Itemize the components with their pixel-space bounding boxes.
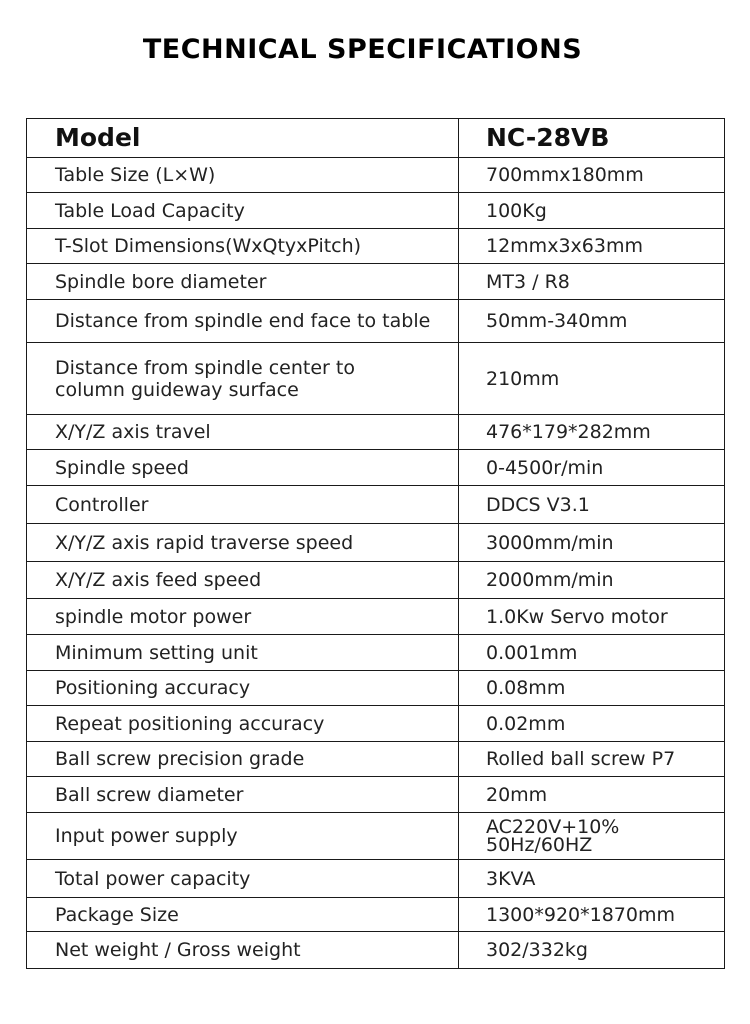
table-row [27,193,725,229]
table-row [27,264,725,300]
table-row [27,343,725,415]
spec-label-line: Ball screw diameter [55,783,244,806]
spec-label-line: X/Y/Z axis travel [55,421,211,443]
header-label: Model [27,119,459,158]
spec-label [27,932,459,969]
spec-label-line: column guideway surface [55,378,299,401]
spec-label-line: X/Y/Z axis feed speed [55,569,262,591]
spec-value [459,599,725,635]
spec-label [27,706,459,742]
table-row [27,898,725,932]
spec-value-line: 20mm [486,783,548,806]
spec-value-line: DDCS V3.1 [486,493,590,516]
spec-label [27,562,459,599]
spec-label-line: Table Size (L×W) [55,164,216,186]
spec-value-line: 210mm [486,367,560,390]
spec-value [459,777,725,813]
spec-value-line: 3KVA [486,867,536,890]
spec-label-line: Table Load Capacity [55,199,245,222]
spec-value-line: MT3 / R8 [486,270,570,293]
spec-label-line: Package Size [55,903,179,926]
spec-label [27,599,459,635]
spec-label-line: Distance from spindle end face to table [55,310,431,332]
spec-value [459,860,725,898]
spec-value [459,343,725,415]
table-row [27,415,725,450]
spec-label-line: Distance from spindle center to [55,356,355,379]
spec-label [27,860,459,898]
spec-label-line: X/Y/Z axis rapid traverse speed [55,531,354,554]
spec-value [459,486,725,524]
spec-value-line: 0.08mm [486,677,566,699]
spec-label [27,635,459,671]
spec-value-line: 50mm-340mm [486,310,628,332]
table-row [27,813,725,860]
spec-label-line: Positioning accuracy [55,677,251,699]
spec-value-line: 302/332kg [486,939,588,961]
spec-label [27,777,459,813]
spec-label-line: Ball screw precision grade [55,748,305,770]
table-row [27,599,725,635]
spec-value [459,229,725,264]
spec-label [27,742,459,777]
spec-value [459,524,725,562]
page-title: TECHNICAL SPECIFICATIONS [142,34,583,65]
spec-value-line: 2000mm/min [486,569,614,591]
spec-value-line: Rolled ball screw P7 [486,748,676,770]
table-row [27,671,725,706]
spec-label [27,898,459,932]
spec-label-line: Controller [55,493,149,516]
header-value: NC-28VB [459,119,725,158]
spec-value-line: 50Hz/60HZ [486,834,593,856]
table-row [27,486,725,524]
spec-label [27,450,459,486]
spec-value [459,450,725,486]
spec-label [27,343,459,415]
spec-value [459,706,725,742]
table-row [27,229,725,264]
spec-value-line: 1300*920*1870mm [486,903,675,926]
spec-value-line: 100Kg [486,199,547,222]
spec-value-line: 700mmx180mm [486,164,644,186]
spec-value-line: AC220V+10% [486,816,620,838]
spec-label [27,524,459,562]
spec-value-line: 12mmx3x63mm [486,235,643,257]
spec-label [27,158,459,193]
spec-label-line: Spindle bore diameter [55,270,267,293]
spec-value-line: 476*179*282mm [486,421,651,443]
table-row [27,635,725,671]
spec-value-line: 0.001mm [486,641,578,664]
table-row [27,562,725,599]
spec-value [459,415,725,450]
spec-label-line: Total power capacity [55,867,251,890]
spec-value-line: 1.0Kw Servo motor [486,605,668,628]
spec-value-line: 0-4500r/min [486,456,604,479]
spec-label [27,264,459,300]
spec-value [459,562,725,599]
spec-value-line: 3000mm/min [486,531,614,554]
spec-label-line: Minimum setting unit [55,641,258,664]
spec-value [459,300,725,343]
table-row [27,158,725,193]
spec-label-line: Spindle speed [55,456,189,479]
spec-value [459,264,725,300]
table-row [27,932,725,969]
spec-value [459,742,725,777]
table-row [27,524,725,562]
spec-label-line: spindle motor power [55,605,252,628]
table-row [27,300,725,343]
spec-value [459,158,725,193]
spec-label-line: Input power supply [55,825,238,847]
spec-value [459,898,725,932]
spec-label [27,229,459,264]
spec-value [459,813,725,860]
spec-label-line: T-Slot Dimensions(WxQtyxPitch) [55,235,362,257]
spec-label [27,671,459,706]
table-row [27,777,725,813]
spec-value-line: 0.02mm [486,712,566,735]
table-row [27,706,725,742]
spec-value [459,193,725,229]
spec-label [27,193,459,229]
spec-label [27,486,459,524]
spec-label [27,813,459,860]
table-row [27,450,725,486]
table-header-row [27,119,725,158]
spec-label [27,300,459,343]
table-row [27,742,725,777]
spec-value [459,635,725,671]
spec-value [459,671,725,706]
spec-label-line: Repeat positioning accuracy [55,712,325,735]
spec-label [27,415,459,450]
spec-label-line: Net weight / Gross weight [55,939,301,961]
table-row [27,860,725,898]
spec-value [459,932,725,969]
spec-table [26,118,725,969]
